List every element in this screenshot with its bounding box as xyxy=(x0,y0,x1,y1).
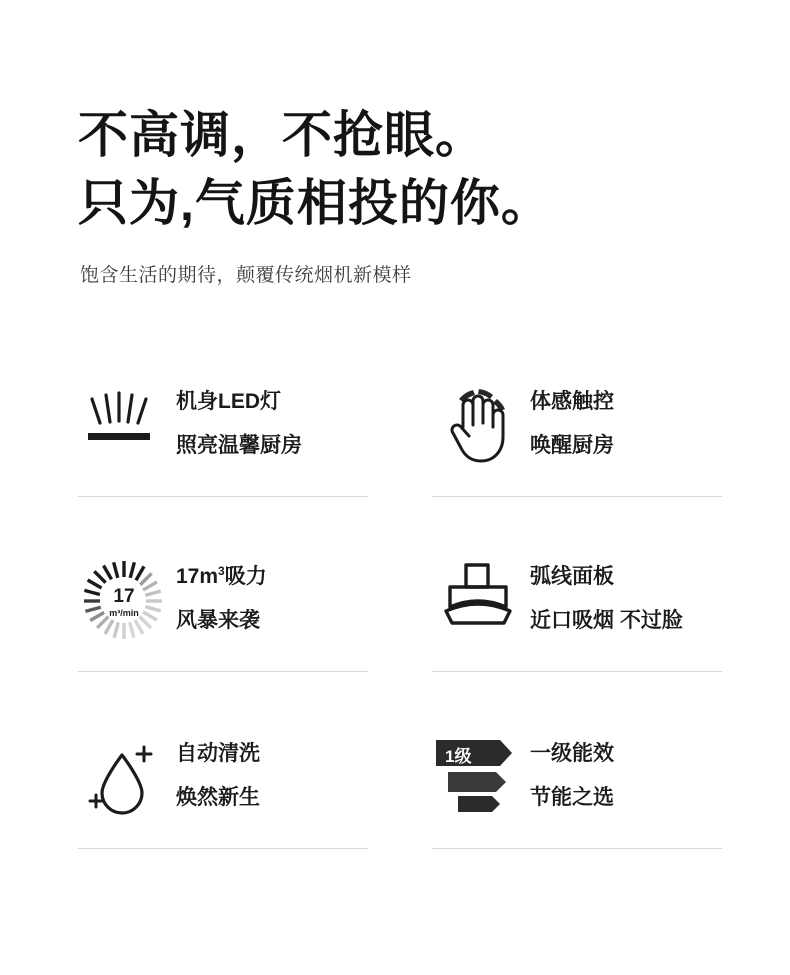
feature-item-touch xyxy=(432,382,722,497)
energy-grade-icon xyxy=(432,734,524,822)
feature-item-panel xyxy=(432,557,722,672)
feature-item-led xyxy=(78,382,368,497)
feature-title-exponent: 3 xyxy=(218,564,225,578)
feature-subtitle: 节能之选 xyxy=(530,786,614,810)
energy-grade-badge: 1级 xyxy=(445,747,472,766)
water-drop-clean-icon xyxy=(78,734,170,822)
headline-block xyxy=(0,0,790,234)
feature-title: 一级能效 xyxy=(530,742,614,765)
headline-line-2: 只为,气质相投的你。 xyxy=(78,175,552,231)
gauge-value: 17 xyxy=(113,586,135,607)
headline-line-1: 不高调，不抢眼。 xyxy=(78,107,486,163)
feature-item-clean xyxy=(78,734,368,849)
gauge-unit: m³/min xyxy=(109,608,139,618)
touch-hand-icon xyxy=(432,382,524,470)
feature-subtitle: 焕然新生 xyxy=(176,786,260,810)
feature-subtitle: 近口吸烟 不过脸 xyxy=(530,609,683,633)
feature-subtitle: 唤醒厨房 xyxy=(530,434,614,458)
subtitle: 饱含生活的期待，颠覆传统烟机新模样 xyxy=(80,265,412,286)
feature-item-energy xyxy=(432,734,722,849)
feature-text xyxy=(524,557,683,636)
feature-title-suffix: 吸力 xyxy=(224,565,267,588)
feature-text xyxy=(170,382,302,461)
feature-title: 机身LED灯 xyxy=(176,390,281,413)
feature-subtitle: 照亮温馨厨房 xyxy=(176,434,302,458)
feature-text xyxy=(524,382,614,461)
feature-title: 弧线面板 xyxy=(530,565,614,588)
feature-text xyxy=(170,734,260,813)
feature-title xyxy=(176,563,267,591)
feature-text xyxy=(170,557,267,636)
range-hood-icon xyxy=(432,557,524,645)
feature-title: 自动清洗 xyxy=(176,742,260,765)
suction-gauge-icon xyxy=(78,557,170,645)
feature-grid xyxy=(78,382,722,849)
feature-title-prefix: 17m xyxy=(176,565,219,588)
feature-subtitle: 风暴来袭 xyxy=(176,609,260,633)
feature-text xyxy=(524,734,614,813)
led-light-icon xyxy=(78,382,170,470)
feature-item-suction xyxy=(78,557,368,672)
feature-title: 体感触控 xyxy=(530,390,614,413)
